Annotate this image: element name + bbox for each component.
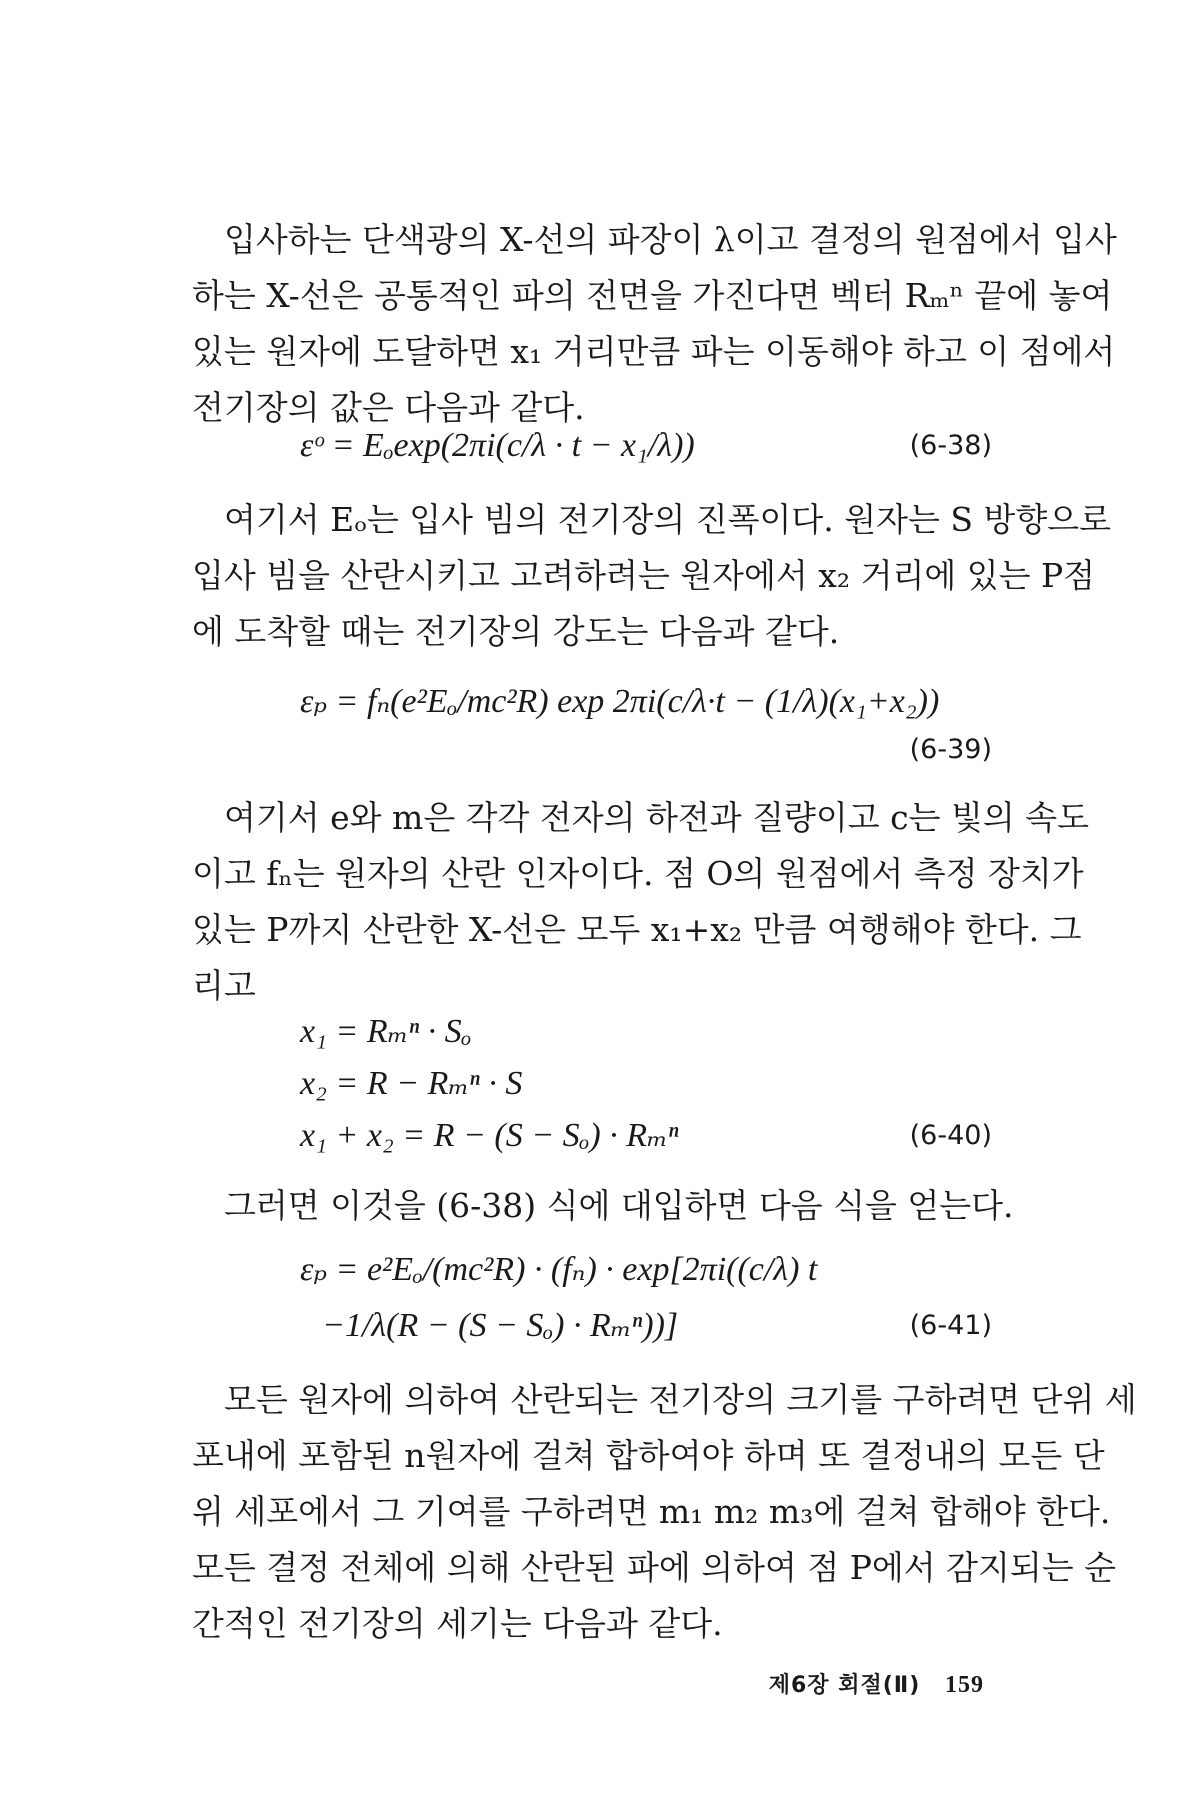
text-line: 입사 빔을 산란시키고 고려하려는 원자에서 x₂ 거리에 있는 P점 <box>192 556 1096 595</box>
page-footer <box>769 1668 984 1699</box>
equation-6-41-line-1: εₚ = e²Eₒ/(mc²R) · (fₙ) · exp[2πi((c/λ) t <box>300 1251 818 1288</box>
text-line: 리고 <box>192 966 256 1005</box>
page-number: 159 <box>945 1672 984 1698</box>
equation-number: (6-38) <box>909 430 992 461</box>
text-line: 모든 결정 전체에 의해 산란된 파에 의하여 점 P에서 감지되는 순 <box>192 1548 1117 1587</box>
equation-6-40-line-2: x₂ = R − Rₘⁿ · S <box>300 1065 523 1102</box>
equation-number: (6-41) <box>909 1310 992 1341</box>
chapter-title: 제6장 회절(Ⅱ) <box>768 1673 921 1698</box>
text-line: 포내에 포함된 n원자에 걸쳐 합하여야 하며 또 결정내의 모든 단 <box>192 1436 1105 1475</box>
equation-6-40-line-3: x₁ + x₂ = R − (S − Sₒ) · Rₘⁿ <box>300 1117 679 1154</box>
equation-6-41-line-2: −1/λ(R − (S − Sₒ) · Rₘⁿ))] <box>322 1307 679 1344</box>
text-line: 전기장의 값은 다음과 같다. <box>192 388 585 427</box>
paragraph-5 <box>192 1372 1137 1652</box>
text-line: 있는 P까지 산란한 X-선은 모두 x₁+x₂ 만큼 여행해야 한다. 그 <box>192 910 1082 949</box>
text-line: 여기서 Eₒ는 입사 빔의 전기장의 진폭이다. 원자는 S 방향으로 <box>224 500 1112 539</box>
equation-6-40-line-1: x₁ = Rₘⁿ · Sₒ <box>300 1013 472 1050</box>
text-line: 모든 원자에 의하여 산란되는 전기장의 크기를 구하려면 단위 세 <box>224 1380 1137 1419</box>
equation-6-39: εₚ = fₙ(e²Eₒ/mc²R) exp 2πi(c/λ·t − (1/λ)(x₁+x₂)) <box>300 683 940 720</box>
text-line: 에 도착할 때는 전기장의 강도는 다음과 같다. <box>192 612 840 651</box>
text-line: 이고 fₙ는 원자의 산란 인자이다. 점 O의 원점에서 측정 장치가 <box>192 854 1084 893</box>
text-line: 있는 원자에 도달하면 x₁ 거리만큼 파는 이동해야 하고 이 점에서 <box>192 332 1116 371</box>
equation-number: (6-39) <box>909 734 992 765</box>
equation-number: (6-40) <box>909 1120 992 1151</box>
text-line: 하는 X-선은 공통적인 파의 전면을 가진다면 벡터 Rₘⁿ 끝에 놓여 <box>192 276 1113 315</box>
equation-6-38: εᵒ = Eₒexp(2πi(c/λ · t − x₁/λ)) <box>300 427 695 464</box>
text-line: 그러면 이것을 (6-38) 식에 대입하면 다음 식을 얻는다. <box>224 1186 1014 1225</box>
paragraph-4 <box>192 1178 1028 1234</box>
text-line: 위 세포에서 그 기여를 구하려면 m₁ m₂ m₃에 걸쳐 합해야 한다. <box>192 1492 1111 1531</box>
text-line: 간적인 전기장의 세기는 다음과 같다. <box>192 1604 723 1643</box>
text-line: 여기서 e와 m은 각각 전자의 하전과 질량이고 c는 빛의 속도 <box>224 798 1090 837</box>
paragraph-3 <box>192 790 1090 1014</box>
paragraph-2 <box>192 492 1112 660</box>
text-line: 입사하는 단색광의 X-선의 파장이 λ이고 결정의 원점에서 입사 <box>224 220 1117 259</box>
paragraph-1 <box>192 212 1117 436</box>
